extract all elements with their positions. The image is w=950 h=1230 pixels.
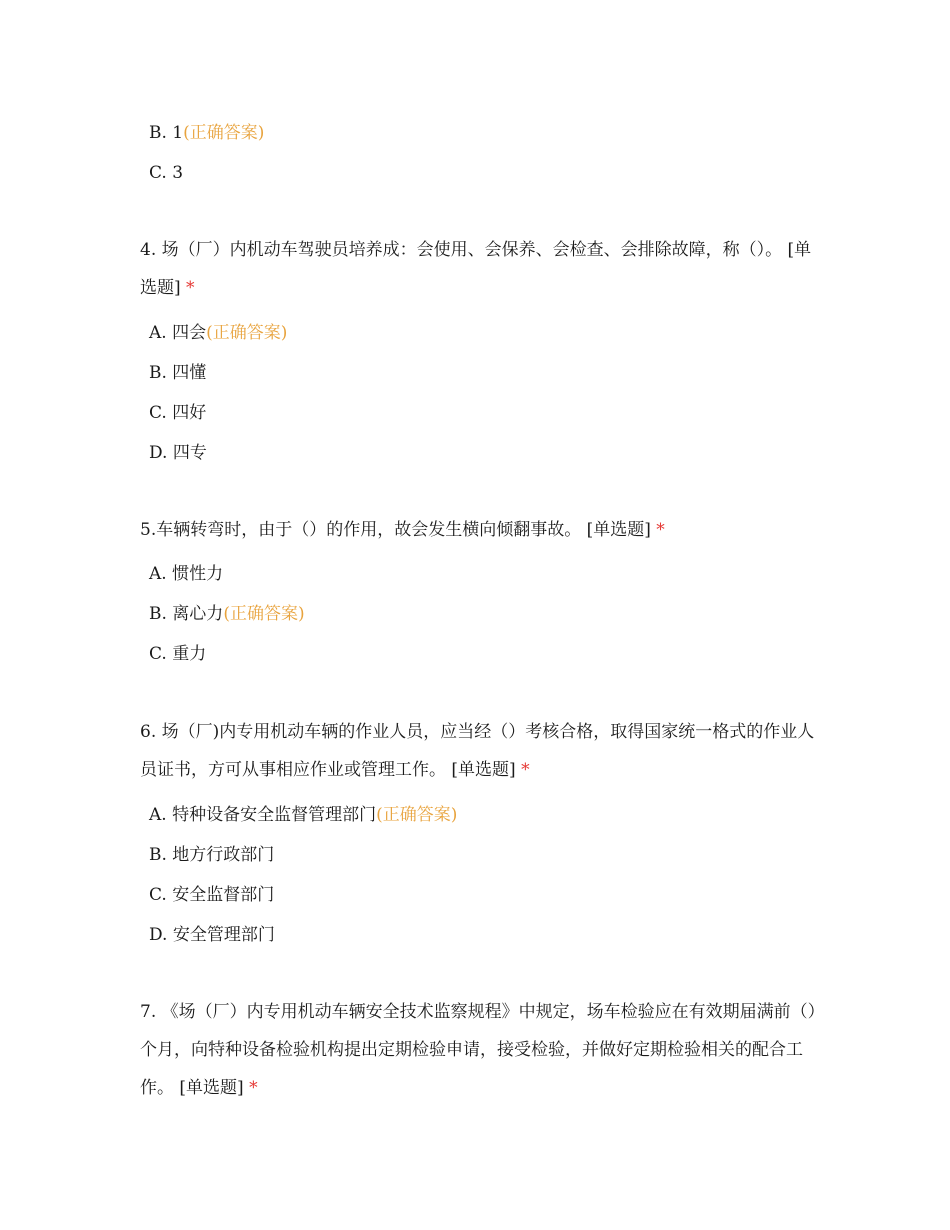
required-marker: *: [521, 760, 530, 780]
option-text: A. 四会: [149, 323, 207, 343]
q4-option-d: [149, 443, 207, 463]
correct-answer-marker: (正确答案): [223, 604, 305, 624]
option-text: D. 四专: [149, 443, 207, 463]
required-marker: *: [249, 1078, 258, 1098]
option-text: C. 四好: [149, 403, 207, 423]
question-text: 5.车辆转弯时，由于（）的作用，故会发生横向倾翻事故。: [140, 520, 582, 540]
option-text: C. 重力: [149, 644, 207, 664]
q4-option-c: [149, 403, 206, 423]
option-text: B. 四懂: [149, 363, 207, 383]
question-text: 6. 场（厂)内专用机动车辆的作业人员，应当经（）考核合格，取得国家统一格式的作业人员证书，方可从事相应作业或管理工作。: [140, 722, 815, 780]
correct-answer-marker: (正确答案): [376, 805, 458, 825]
required-marker: *: [186, 278, 195, 298]
option-text: A. 特种设备安全监督管理部门: [149, 805, 377, 825]
q3-option-b: [149, 123, 264, 143]
q6-stem: [140, 713, 820, 789]
correct-answer-marker: (正确答案): [183, 123, 265, 143]
option-text: B. 离心力: [149, 604, 224, 624]
question-type-label: [单选题]: [451, 760, 516, 780]
q7-stem: [140, 993, 820, 1107]
required-marker: *: [656, 520, 665, 540]
q5-option-c: [149, 644, 206, 664]
question-text: 7. 《场（厂）内专用机动车辆安全技术监察规程》中规定，场车检验应在有效期届满前（）个月，向特种设备检验机构提出定期检验申请，接受检验，并做好定期检验相关的配合工作。: [140, 1002, 817, 1098]
question-type-label: [单选题]: [179, 1078, 244, 1098]
option-text: B. 1: [149, 123, 184, 143]
q3-option-c: [149, 163, 183, 183]
q6-option-c: [149, 885, 274, 905]
q5-option-a: [149, 564, 223, 584]
q5-option-b: [149, 604, 305, 624]
q4-option-b: [149, 363, 206, 383]
q6-option-d: [149, 925, 275, 945]
option-text: C. 3: [149, 163, 184, 183]
q6-option-b: [149, 845, 274, 865]
option-text: B. 地方行政部门: [149, 845, 275, 865]
q4-stem: [140, 231, 820, 307]
q4-option-a: [149, 323, 287, 343]
question-text: 4. 场（厂）内机动车驾驶员培养成：会使用、会保养、会检查、会排除故障，称（）。: [140, 240, 783, 260]
option-text: D. 安全管理部门: [149, 925, 275, 945]
option-text: A. 惯性力: [149, 564, 224, 584]
option-text: C. 安全监督部门: [149, 885, 275, 905]
q6-option-a: [149, 805, 457, 825]
question-type-label: [单选题]: [586, 520, 651, 540]
question-type-label: [单选题]: [140, 240, 812, 298]
q5-stem: [140, 511, 820, 549]
correct-answer-marker: (正确答案): [206, 323, 288, 343]
